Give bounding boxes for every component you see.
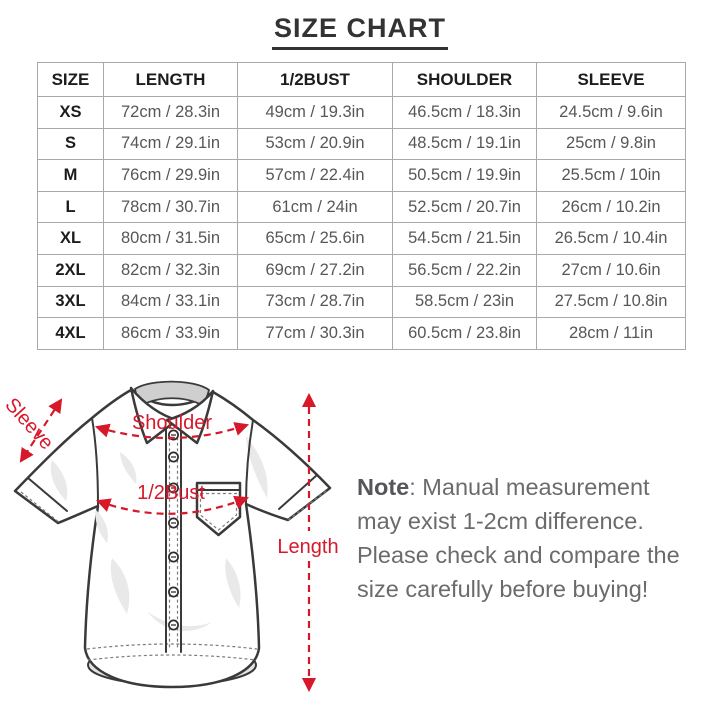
measurement-cell: 28cm / 11in [537, 318, 686, 350]
measurement-note [357, 470, 697, 606]
measurement-cell: 24.5cm / 9.6in [537, 97, 686, 129]
table-row [38, 97, 686, 129]
table-row [38, 191, 686, 223]
measurement-cell: 50.5cm / 19.9in [393, 160, 537, 192]
size-cell: 4XL [38, 318, 104, 350]
size-cell: 2XL [38, 254, 104, 286]
measurement-cell: 53cm / 20.9in [238, 128, 393, 160]
measurement-cell: 57cm / 22.4in [238, 160, 393, 192]
size-table [37, 62, 686, 350]
sleeve-label: Sleeve [0, 393, 58, 455]
measurement-cell: 25cm / 9.8in [537, 128, 686, 160]
measurement-cell: 48.5cm / 19.1in [393, 128, 537, 160]
measurement-cell: 61cm / 24in [238, 191, 393, 223]
page-title-text: SIZE CHART [272, 13, 448, 50]
measurement-cell: 74cm / 29.1in [104, 128, 238, 160]
measurement-cell: 60.5cm / 23.8in [393, 318, 537, 350]
size-cell: XL [38, 223, 104, 255]
note-body: : Manual measurement may exist 1-2cm difference. Please check and compare the size carefully before buying! [357, 474, 680, 602]
measurement-cell: 46.5cm / 18.3in [393, 97, 537, 129]
column-header: SIZE [38, 63, 104, 97]
measurement-cell: 86cm / 33.9in [104, 318, 238, 350]
table-row [38, 254, 686, 286]
measurement-cell: 77cm / 30.3in [238, 318, 393, 350]
measurement-cell: 80cm / 31.5in [104, 223, 238, 255]
table-row [38, 318, 686, 350]
size-cell: 3XL [38, 286, 104, 318]
column-header: LENGTH [104, 63, 238, 97]
measurement-cell: 56.5cm / 22.2in [393, 254, 537, 286]
size-cell: M [38, 160, 104, 192]
size-cell: S [38, 128, 104, 160]
table-row [38, 160, 686, 192]
size-cell: XS [38, 97, 104, 129]
measurement-cell: 58.5cm / 23in [393, 286, 537, 318]
length-label: Length [277, 536, 339, 558]
measurement-cell: 73cm / 28.7in [238, 286, 393, 318]
shoulder-label: Shoulder [131, 412, 213, 434]
bust-label: 1/2Bust [137, 482, 205, 504]
measurement-cell: 82cm / 32.3in [104, 254, 238, 286]
table-row [38, 286, 686, 318]
measurement-cell: 72cm / 28.3in [104, 97, 238, 129]
column-header: 1/2BUST [238, 63, 393, 97]
measurement-cell: 49cm / 19.3in [238, 97, 393, 129]
column-header: SLEEVE [537, 63, 686, 97]
note-label: Note [357, 474, 410, 500]
size-cell: L [38, 191, 104, 223]
measurement-cell: 65cm / 25.6in [238, 223, 393, 255]
measurement-cell: 25.5cm / 10in [537, 160, 686, 192]
measurement-cell: 52.5cm / 20.7in [393, 191, 537, 223]
measurement-cell: 84cm / 33.1in [104, 286, 238, 318]
table-row [38, 128, 686, 160]
measurement-cell: 76cm / 29.9in [104, 160, 238, 192]
table-row [38, 223, 686, 255]
table-header-row [38, 63, 686, 97]
shirt-measurement-diagram [0, 360, 360, 720]
measurement-cell: 54.5cm / 21.5in [393, 223, 537, 255]
page-title [0, 13, 720, 50]
column-header: SHOULDER [393, 63, 537, 97]
measurement-cell: 27.5cm / 10.8in [537, 286, 686, 318]
measurement-cell: 27cm / 10.6in [537, 254, 686, 286]
measurement-cell: 26cm / 10.2in [537, 191, 686, 223]
measurement-cell: 69cm / 27.2in [238, 254, 393, 286]
measurement-cell: 26.5cm / 10.4in [537, 223, 686, 255]
measurement-cell: 78cm / 30.7in [104, 191, 238, 223]
